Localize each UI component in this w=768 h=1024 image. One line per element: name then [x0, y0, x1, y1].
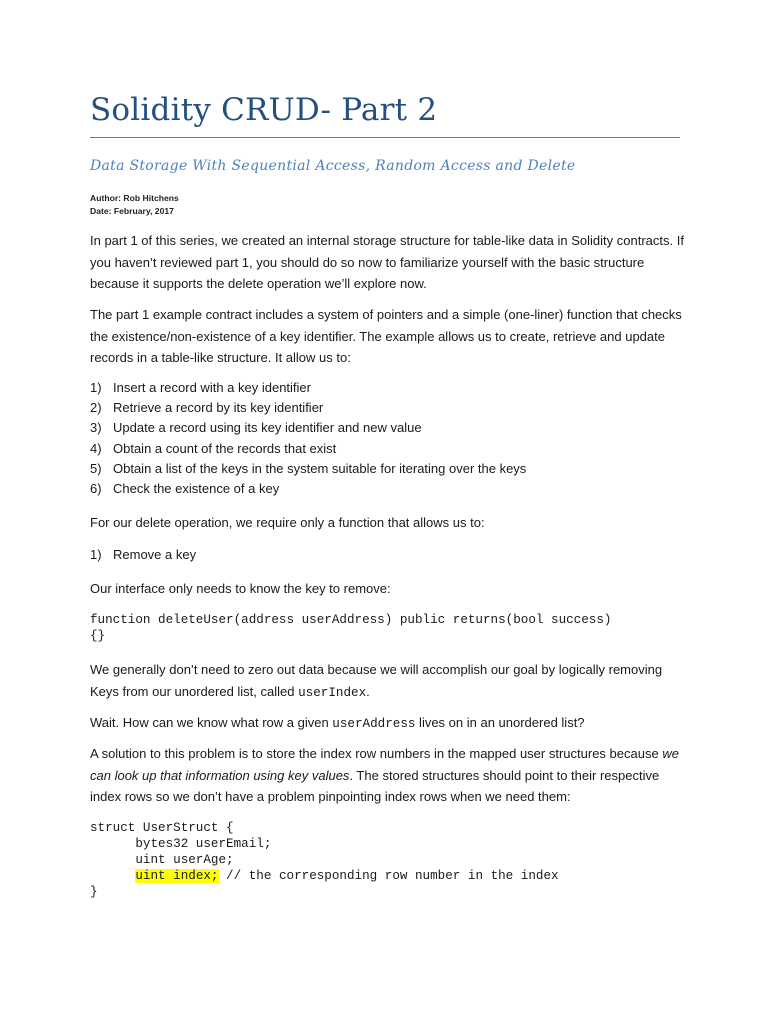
inline-code: userIndex	[298, 685, 367, 700]
intro-line-2: you haven’t reviewed part 1, you should do so now to familiarize yourself with the basic structure	[90, 254, 645, 270]
solution-paragraph	[90, 743, 690, 808]
list-item: 1) Remove a key	[90, 547, 197, 562]
list-item: 5) Obtain a list of the keys in the system suitable for iterating over the keys	[90, 460, 527, 476]
page-title: Solidity CRUD- Part 2	[90, 92, 438, 128]
intro-line-1: In part 1 of this series, we created an internal storage structure for table-like data in Solidity contracts. If	[90, 233, 684, 248]
date-line: Date: February, 2017	[90, 206, 174, 216]
list-item: 1) Insert a record with a key identifier	[90, 380, 311, 395]
example-line-1: The part 1 example contract includes a system of pointers and a simple (one-liner) function that checks	[90, 307, 682, 322]
question-paragraph: Wait. How can we know what row a given userAddress lives on in an unordered list?	[90, 715, 585, 731]
removal-line-2: Keys from our unordered list, called userIndex.	[90, 683, 370, 700]
intro-line-3: because it supports the delete operation we’ll explore now.	[90, 276, 427, 291]
list-item: 4) Obtain a count of the records that exist	[90, 440, 337, 456]
example-line-3: records in a table-like structure. It allow us to:	[90, 350, 351, 365]
list-item: 3) Update a record using its key identifier and new value	[90, 420, 422, 436]
solution-line-1: A solution to this problem is to store the index row numbers in the mapped user structures because we	[90, 746, 679, 761]
page-subtitle: Data Storage With Sequential Access, Random Access and Delete	[90, 158, 576, 174]
delete-requirement-list	[90, 545, 196, 565]
solution-line-3: index rows so we don’t have a problem pinpointing index rows when we need them:	[90, 789, 571, 804]
solution-line-2: can look up that information using key values. The stored structures should point to their respective	[90, 767, 660, 783]
inline-code: userAddress	[332, 717, 416, 731]
example-paragraph	[90, 304, 690, 369]
struct-code-block: struct UserStruct { bytes32 userEmail; uint userAge; uint index; // the corresponding row number in the index }	[90, 821, 559, 899]
capabilities-list	[90, 378, 526, 499]
intro-paragraph	[90, 230, 690, 295]
function-code-block: function deleteUser(address userAddress) public returns(bool success) {}	[90, 613, 612, 643]
logical-removal-paragraph	[90, 659, 690, 704]
example-line-2: the existence/non-existence of a key identifier. The example allows us to create, retrieve and update	[90, 328, 665, 344]
list-item: 6) Check the existence of a key	[90, 480, 280, 496]
interface-paragraph: Our interface only needs to know the key to remove:	[90, 581, 391, 596]
removal-line-1: We generally don’t need to zero out data because we will accomplish our goal by logically removing	[90, 662, 663, 677]
author-line: Author: Rob Hitchens	[90, 193, 179, 203]
title-divider	[90, 137, 680, 138]
list-item: 2) Retrieve a record by its key identifier	[90, 400, 324, 416]
highlighted-code: uint index;	[135, 869, 219, 883]
delete-intro-paragraph: For our delete operation, we require only a function that allows us to:	[90, 515, 485, 530]
